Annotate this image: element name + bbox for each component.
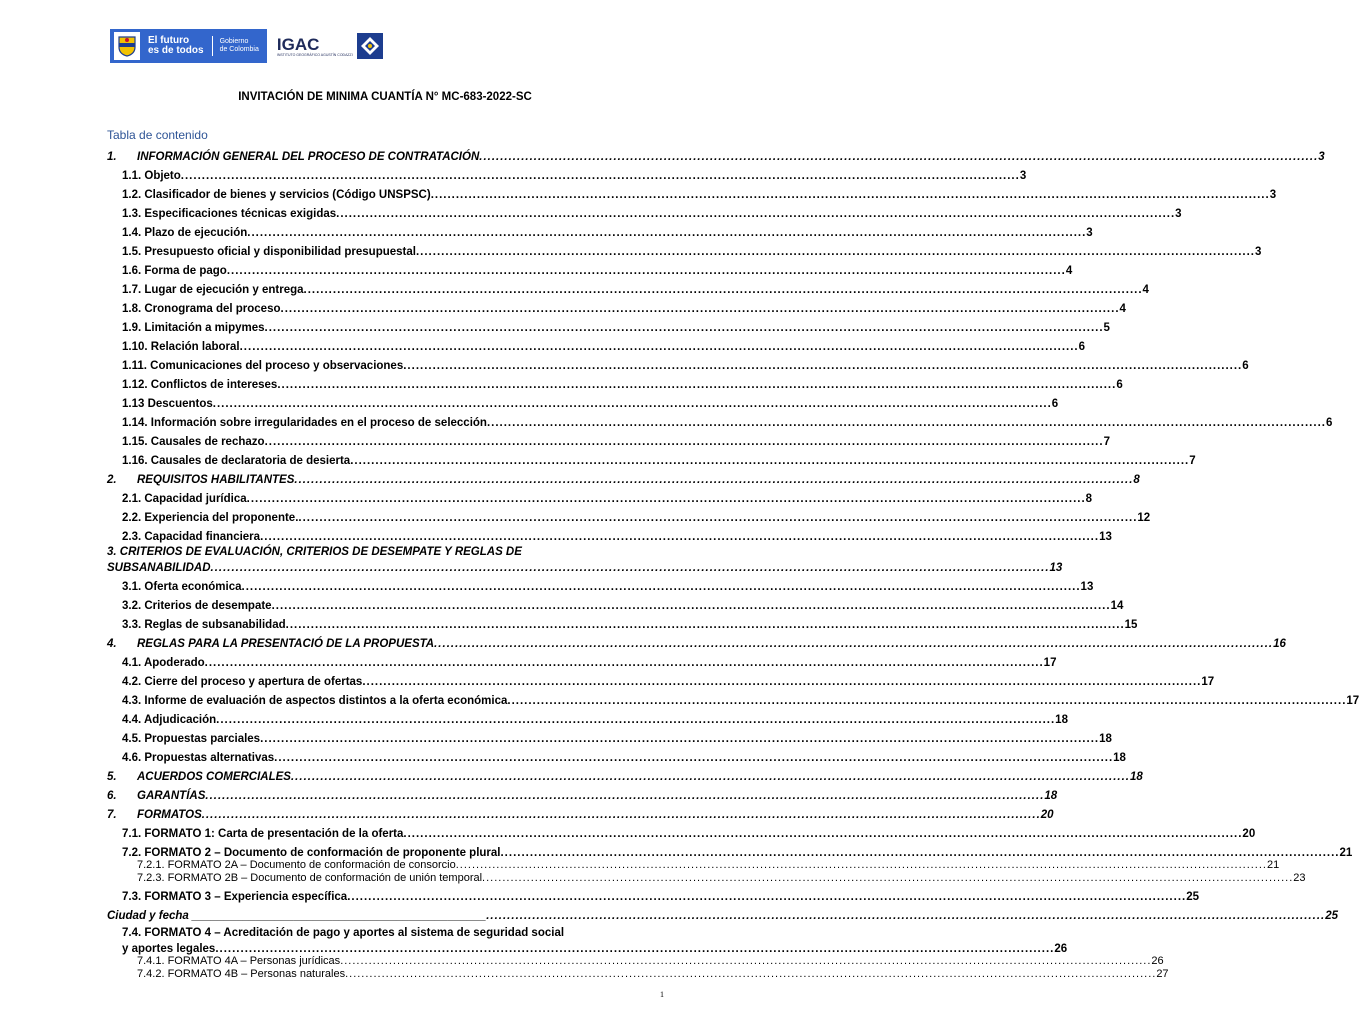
toc-entry-page: 4 xyxy=(1119,303,1126,315)
toc-entry-page: 26 xyxy=(1054,943,1068,955)
toc-entry-label: y aportes legales xyxy=(122,943,216,955)
toc-entry-label: ACUERDOS COMERCIALES xyxy=(137,771,291,783)
toc-entry-page: 6 xyxy=(1242,360,1249,372)
toc-dot-leader: ........................................................................................................................................................................................................ xyxy=(455,859,1267,871)
toc-entry-number: 7. xyxy=(107,809,117,821)
letterhead xyxy=(110,28,383,64)
toc-entry-first-line[interactable]: 7.4. FORMATO 4 – Acreditación de pago y aportes al sistema de seguridad social xyxy=(122,927,565,939)
toc-dot-leader: ........................................................................................................................................................................................................ xyxy=(226,265,1066,277)
toc-dot-leader: ........................................................................................................................................................................................................ xyxy=(340,955,1152,967)
toc-entry[interactable] xyxy=(0,206,1182,222)
toc-entry-number: 4. xyxy=(107,638,117,650)
toc-entry-page: 21 xyxy=(1339,847,1353,859)
toc-heading: Tabla de contenido xyxy=(107,128,208,142)
toc-entry-page: 17 xyxy=(1043,657,1057,669)
toc-entry-label: 4.3. Informe de evaluación de aspectos distintos a la oferta económica xyxy=(122,695,508,707)
toc-entry[interactable] xyxy=(0,560,1063,576)
toc-entry-label: 7.2.1. FORMATO 2A – Documento de conformación de consorcio xyxy=(137,859,456,871)
toc-entry-page: 18 xyxy=(1044,790,1058,802)
toc-entry-page: 3 xyxy=(1175,208,1182,220)
toc-entry-page: 6 xyxy=(1078,341,1086,353)
toc-entry-label: 1.15. Causales de rechazo xyxy=(122,436,265,448)
toc-entry-label: 1.8. Cronograma del proceso xyxy=(122,303,281,315)
toc-dot-leader: ........................................................................................................................................................................................................ xyxy=(260,733,1100,745)
toc-entry-page: 17 xyxy=(1346,695,1359,707)
toc-entry[interactable] xyxy=(0,282,1149,298)
toc-entry-page: 5 xyxy=(1103,322,1110,334)
toc-dot-leader: ........................................................................................................................................................................................................ xyxy=(486,417,1326,429)
toc-dot-leader: ........................................................................................................................................................................................................ xyxy=(264,436,1104,448)
toc-entry-page: 20 xyxy=(1040,809,1054,821)
toc-entry-page: 3 xyxy=(1254,246,1262,258)
toc-entry[interactable] xyxy=(0,908,1339,924)
toc-entry-page: 13 xyxy=(1049,562,1063,574)
toc-dot-leader: ........................................................................................................................................................................................................ xyxy=(350,455,1190,467)
toc-entry[interactable] xyxy=(0,377,1123,393)
gobierno-colombia-logo xyxy=(110,29,267,63)
toc-entry-page: 18 xyxy=(1113,752,1126,764)
toc-entry[interactable] xyxy=(0,598,1124,614)
toc-entry-page: 4 xyxy=(1142,284,1149,296)
toc-entry[interactable] xyxy=(0,168,1027,184)
toc-dot-leader: ........................................................................................................................................................................................................ xyxy=(415,246,1255,258)
toc-entry-page: 15 xyxy=(1124,619,1138,631)
toc-entry-label: 2.3. Capacidad financiera xyxy=(122,531,261,543)
toc-dot-leader: ........................................................................................................................................................................................................ xyxy=(362,676,1202,688)
toc-dot-leader: ........................................................................................................................................................................................................ xyxy=(264,322,1104,334)
toc-entry-label: REGLAS PARA LA PRESENTACIÓ DE LA PROPUESTA xyxy=(137,638,435,650)
toc-dot-leader: ........................................................................................................................................................................................................ xyxy=(210,562,1050,574)
toc-entry-label: 2.2. Experiencia del proponente. xyxy=(122,512,299,524)
toc-entry-label: 7.4.2. FORMATO 4B – Personas naturales xyxy=(137,968,346,980)
toc-entry[interactable] xyxy=(0,807,1054,823)
toc-entry-page: 25 xyxy=(1325,910,1339,922)
toc-dot-leader: ........................................................................................................................................................................................................ xyxy=(403,360,1243,372)
toc-entry[interactable] xyxy=(0,453,1196,469)
toc-dot-leader: ........................................................................................................................................................................................................ xyxy=(204,657,1044,669)
toc-dot-leader: ........................................................................................................................................................................................................ xyxy=(345,968,1157,980)
toc-entry[interactable] xyxy=(0,693,1359,709)
toc-entry-page: 25 xyxy=(1186,891,1200,903)
toc-dot-leader: ........................................................................................................................................................................................................ xyxy=(298,512,1138,524)
toc-entry[interactable] xyxy=(0,731,1112,747)
toc-entry[interactable] xyxy=(0,358,1249,374)
toc-entry-label: 7.4.1. FORMATO 4A – Personas jurídicas xyxy=(137,955,341,967)
gov-slogan: El futuro es de todos xyxy=(148,36,213,56)
toc-entry-label: 4.4. Adjudicación xyxy=(122,714,217,726)
toc-entry-page: 3 xyxy=(1269,189,1277,201)
toc-entry[interactable] xyxy=(0,472,1140,488)
toc-entry-label: 1.5. Presupuesto oficial y disponibilidad presupuestal xyxy=(122,246,416,258)
toc-entry-page: 20 xyxy=(1242,828,1256,840)
toc-dot-leader: ........................................................................................................................................................................................................ xyxy=(205,790,1045,802)
toc-dot-leader: ........................................................................................................................................................................................................ xyxy=(285,619,1125,631)
toc-dot-leader: ........................................................................................................................................................................................................ xyxy=(271,600,1111,612)
toc-entry[interactable] xyxy=(0,510,1151,526)
toc-entry-page: 18 xyxy=(1055,714,1068,726)
toc-entry-label: INFORMACIÓN GENERAL DEL PROCESO DE CONTRATACIÓN xyxy=(137,151,480,163)
toc-entry-label: 1.4. Plazo de ejecución xyxy=(122,227,248,239)
toc-entry[interactable] xyxy=(0,826,1256,842)
toc-entry[interactable] xyxy=(0,529,1112,545)
toc-entry-page: 7 xyxy=(1103,436,1110,448)
toc-entry-page: 6 xyxy=(1325,417,1333,429)
toc-entry-page: 12 xyxy=(1137,512,1151,524)
toc-entry-page: 23 xyxy=(1293,872,1306,884)
toc-dot-leader: ........................................................................................................................................................................................................ xyxy=(434,638,1274,650)
toc-dot-leader: ........................................................................................................................................................................................................ xyxy=(507,695,1347,707)
toc-entry-label: 7.2.3. FORMATO 2B – Documento de conformación de unión temporal xyxy=(137,872,483,884)
toc-dot-leader: ........................................................................................................................................................................................................ xyxy=(216,714,1056,726)
toc-entry-label: 4.2. Cierre del proceso y apertura de ofertas xyxy=(122,676,363,688)
toc-entry-label: GARANTÍAS xyxy=(137,790,206,802)
toc-entry-page: 16 xyxy=(1273,638,1286,650)
toc-entry-page: 6 xyxy=(1116,379,1123,391)
toc-entry[interactable] xyxy=(0,769,1143,785)
toc-dot-leader: ........................................................................................................................................................................................................ xyxy=(260,531,1100,543)
toc-entry[interactable] xyxy=(0,415,1333,431)
toc-entry[interactable] xyxy=(0,244,1262,260)
toc-entry[interactable] xyxy=(0,320,1110,336)
igac-name: IGAC xyxy=(276,34,320,54)
toc-entry-label: 7.1. FORMATO 1: Carta de presentación de la oferta xyxy=(122,828,404,840)
toc-entry[interactable] xyxy=(0,339,1086,355)
gov-name: Gobierno de Colombia xyxy=(219,38,259,53)
toc-dot-leader: ........................................................................................................................................................................................................ xyxy=(479,151,1319,163)
toc-dot-leader: ........................................................................................................................................................................................................ xyxy=(294,474,1134,486)
toc-entry-page: 3 xyxy=(1086,227,1093,239)
toc-entry-page: 21 xyxy=(1266,859,1280,871)
toc-entry[interactable] xyxy=(0,149,1325,165)
toc-entry-label: 7.2. FORMATO 2 – Documento de conformación de proponente plural xyxy=(122,847,501,859)
igac-fullname: INSTITUTO GEOGRÁFICO AGUSTÍN CODAZZI xyxy=(276,52,353,57)
toc-entry-label: 1.7. Lugar de ejecución y entrega xyxy=(122,284,304,296)
toc-entry-page: 4 xyxy=(1065,265,1073,277)
toc-entry-label: 1.2. Clasificador de bienes y servicios (Código UNSPSC) xyxy=(122,189,431,201)
toc-dot-leader: ........................................................................................................................................................................................................ xyxy=(215,943,1055,955)
toc-entry[interactable] xyxy=(0,636,1286,652)
toc-entry[interactable] xyxy=(0,870,1306,886)
toc-dot-leader: ........................................................................................................................................................................................................ xyxy=(280,303,1120,315)
toc-dot-leader: ........................................................................................................................................................................................................ xyxy=(482,872,1294,884)
toc-dot-leader: ........................................................................................................................................................................................................ xyxy=(500,847,1340,859)
toc-entry-label: 1.14. Información sobre irregularidades en el proceso de selección xyxy=(122,417,487,429)
toc-entry[interactable] xyxy=(0,655,1057,671)
toc-entry-label: 1.12. Conflictos de intereses xyxy=(122,379,278,391)
toc-dot-leader: ........................................................................................................................................................................................................ xyxy=(430,189,1270,201)
toc-dot-leader: ........................................................................................................................................................................................................ xyxy=(347,891,1187,903)
toc-entry[interactable] xyxy=(0,788,1058,804)
toc-entry-page: 13 xyxy=(1099,531,1112,543)
toc-dot-leader: ........................................................................................................................................................................................................ xyxy=(303,284,1143,296)
toc-entry-page: 14 xyxy=(1110,600,1124,612)
toc-entry[interactable] xyxy=(0,491,1093,507)
toc-entry[interactable] xyxy=(0,225,1093,241)
toc-entry-label: 3.3. Reglas de subsanabilidad xyxy=(122,619,286,631)
toc-entry[interactable] xyxy=(0,263,1073,279)
toc-entry-label: 4.1. Apoderado xyxy=(122,657,205,669)
toc-entry-page: 3 xyxy=(1318,151,1325,163)
toc-entry-label: 1.16. Causales de declaratoria de desierta xyxy=(122,455,351,467)
toc-entry-label: 7.3. FORMATO 3 – Experiencia específica xyxy=(122,891,348,903)
toc-entry-label: 1.11. Comunicaciones del proceso y observaciones xyxy=(122,360,404,372)
toc-entry-label: 2.1. Capacidad jurídica xyxy=(122,493,247,505)
toc-entry-label: 4.6. Propuestas alternativas xyxy=(122,752,275,764)
toc-entry[interactable] xyxy=(0,966,1169,982)
toc-dot-leader: ........................................................................................................................................................................................................ xyxy=(180,170,1020,182)
toc-entry-label: 4.5. Propuestas parciales xyxy=(122,733,261,745)
toc-dot-leader: ........................................................................................................................................................................................................ xyxy=(201,809,1041,821)
toc-dot-leader: ........................................................................................................................................................................................................ xyxy=(246,493,1086,505)
toc-entry-number: 6. xyxy=(107,790,117,802)
toc-dot-leader: ........................................................................................................................................................................................................ xyxy=(212,398,1052,410)
toc-entry[interactable] xyxy=(0,434,1110,450)
toc-dot-leader: ........................................................................................................................................................................................................ xyxy=(274,752,1114,764)
igac-emblem-icon xyxy=(357,33,383,59)
toc-entry-page: 8 xyxy=(1085,493,1093,505)
toc-entry-page: 17 xyxy=(1201,676,1215,688)
toc-entry-label: 1.13 Descuentos xyxy=(122,398,213,410)
toc-entry-page: 18 xyxy=(1130,771,1143,783)
toc-entry-page: 13 xyxy=(1080,581,1094,593)
toc-dot-leader: ........................................................................................................................................................................................................ xyxy=(241,581,1081,593)
toc-entry[interactable] xyxy=(0,301,1126,317)
toc-entry[interactable] xyxy=(0,750,1126,766)
toc-entry-label: 3.1. Oferta económica xyxy=(122,581,242,593)
toc-entry[interactable] xyxy=(0,674,1215,690)
igac-logo xyxy=(277,33,383,59)
toc-entry[interactable] xyxy=(0,187,1277,203)
toc-entry-number: 1. xyxy=(107,151,117,163)
toc-entry-number: 5. xyxy=(107,771,117,783)
toc-entry-page: 7 xyxy=(1189,455,1196,467)
toc-entry[interactable] xyxy=(0,396,1059,412)
toc-entry-page: 18 xyxy=(1099,733,1112,745)
toc-entry-page: 3 xyxy=(1019,170,1027,182)
toc-entry-page: 6 xyxy=(1051,398,1059,410)
toc-entry-page: 27 xyxy=(1156,968,1169,980)
toc-entry[interactable] xyxy=(0,617,1138,633)
toc-entry-page: 26 xyxy=(1151,955,1164,967)
toc-entry-label: 3.2. Criterios de desempate xyxy=(122,600,272,612)
toc-dot-leader: ........................................................................................................................................................................................................ xyxy=(486,910,1326,922)
toc-entry-first-line[interactable]: 3. CRITERIOS DE EVALUACIÓN, CRITERIOS DE DESEMPATE Y REGLAS DE xyxy=(107,546,522,558)
toc-entry-label: SUBSANABILIDAD xyxy=(107,562,211,574)
toc-dot-leader: ........................................................................................................................................................................................................ xyxy=(403,828,1243,840)
page-number: 1 xyxy=(660,990,664,999)
coat-of-arms-icon xyxy=(114,32,140,60)
toc-entry[interactable] xyxy=(0,889,1200,905)
toc-entry[interactable] xyxy=(0,712,1068,728)
toc-dot-leader: ........................................................................................................................................................................................................ xyxy=(336,208,1176,220)
toc-entry-label: 1.3. Especificaciones técnicas exigidas xyxy=(122,208,337,220)
toc-entry-number: 2. xyxy=(107,474,117,486)
toc-dot-leader: ........................................................................................................................................................................................................ xyxy=(290,771,1130,783)
toc-entry-label: 1.1. Objeto xyxy=(122,170,181,182)
toc-entry-label: 1.10. Relación laboral xyxy=(122,341,240,353)
toc-dot-leader: ........................................................................................................................................................................................................ xyxy=(239,341,1079,353)
toc-entry-label: REQUISITOS HABILITANTES xyxy=(137,474,295,486)
toc-entry-label: 1.9. Limitación a mipymes xyxy=(122,322,265,334)
toc-dot-leader: ........................................................................................................................................................................................................ xyxy=(247,227,1087,239)
toc-entry-label: FORMATOS xyxy=(137,809,202,821)
toc-entry-label: Ciudad y fecha ______________________________________________ xyxy=(107,910,487,922)
toc-dot-leader: ........................................................................................................................................................................................................ xyxy=(277,379,1117,391)
toc-entry[interactable] xyxy=(0,579,1094,595)
toc-entry-label: 1.6. Forma de pago xyxy=(122,265,227,277)
document-title: INVITACIÓN DE MINIMA CUANTÍA N° MC-683-2022-SC xyxy=(238,91,532,103)
toc-entry-page: 8 xyxy=(1133,474,1140,486)
